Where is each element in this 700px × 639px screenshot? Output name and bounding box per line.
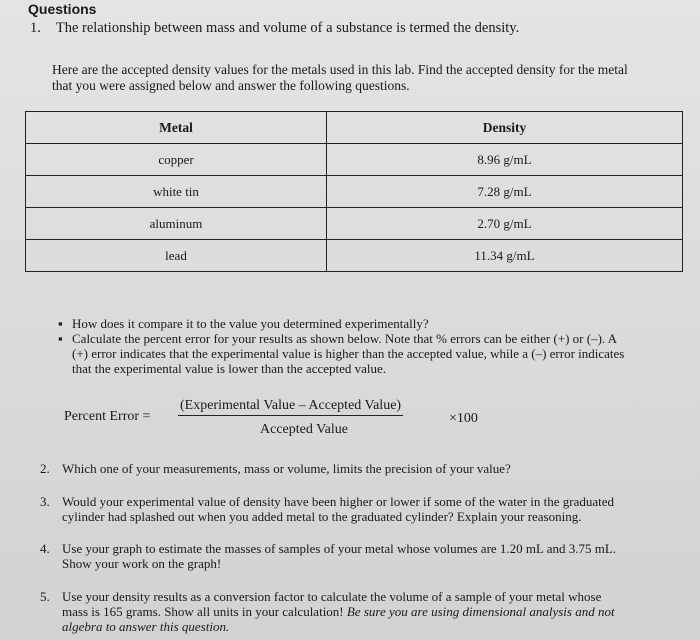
question-1-text: The relationship between mass and volume of a substance is termed the density. [55,20,520,36]
density-table [25,111,683,272]
formula-denominator: Accepted Value [260,422,348,437]
question-line: Which one of your measurements, mass or volume, limits the precision of your value? [62,461,511,476]
bullet-item [58,316,624,331]
table-header-row [26,112,683,144]
question-number: 5. [40,589,50,604]
question-2 [40,461,511,476]
metal-cell: lead [26,240,327,272]
table-row [26,240,683,272]
question-italic-note: algebra to answer this question. [62,619,230,634]
question-line: Use your density results as a conversion factor to calculate the volume of a sample of your metal whose [62,589,602,604]
question-4 [40,541,616,571]
formula-numerator: (Experimental Value – Accepted Value) [178,398,403,416]
density-cell: 2.70 g/mL [327,208,683,240]
bullet-text: How does it compare it to the value you determined experimentally? [72,316,429,331]
question-line: Show your work on the graph! [62,556,222,571]
bullet-list [58,316,624,376]
intro-line-2: that you were assigned below and answer the following questions. [52,78,410,93]
formula-label: Percent Error = [64,409,151,424]
question-number: 3. [40,494,50,509]
bullet-square-icon: ▪ [58,331,63,346]
density-cell: 8.96 g/mL [327,144,683,176]
bullet-text-line: that the experimental value is lower than the accepted value. [72,361,387,376]
question-line: Would your experimental value of density have been higher or lower if some of the water in the graduated [62,494,614,509]
bullet-item [58,331,624,376]
question-1-number: 1. [30,20,41,36]
formula-multiplier: ×100 [449,411,478,426]
question-5 [40,589,615,634]
metal-column-header: Metal [26,112,327,144]
table-row [26,208,683,240]
density-cell: 7.28 g/mL [327,176,683,208]
question-line: mass is 165 grams. Show all units in your calculation! [62,604,344,619]
bullet-text-line: (+) error indicates that the experimental value is higher than the accepted value, while a (–) error indicates [72,346,625,361]
metal-cell: white tin [26,176,327,208]
bullet-text-line: Calculate the percent error for your results as shown below. Note that % errors can be either (+) or (–). A [72,331,618,346]
questions-heading: Questions [28,1,97,17]
question-number: 4. [40,541,50,556]
metal-cell: copper [26,144,327,176]
question-number: 2. [40,461,50,476]
table-row [26,144,683,176]
metal-cell: aluminum [26,208,327,240]
question-3 [40,494,614,524]
bullet-square-icon: ▪ [58,316,63,331]
question-italic-note: Be sure you are using dimensional analysis and not [346,604,615,619]
question-line: cylinder had splashed out when you added metal to the graduated cylinder? Explain your reasoning. [62,509,582,524]
density-cell: 11.34 g/mL [327,240,683,272]
intro-paragraph [52,62,628,94]
question-line: Use your graph to estimate the masses of samples of your metal whose volumes are 1.20 mL and 3.75 mL. [62,541,617,556]
density-column-header: Density [327,112,683,144]
question-1 [30,20,519,37]
intro-line-1: Here are the accepted density values for the metals used in this lab. Find the accepted density for the metal [52,62,628,77]
table-row [26,176,683,208]
